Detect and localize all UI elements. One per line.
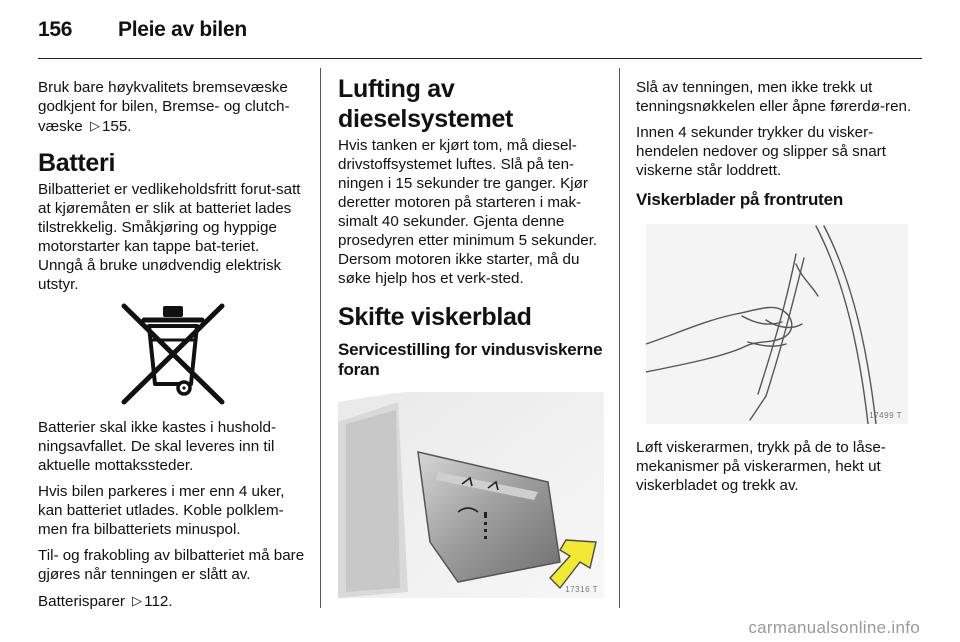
paragraph-remove-blade: Løft viskerarmen, trykk på de to låse-mekanismer på viskerarmen, hekt ut viskerbladet og trekk av. [636, 439, 886, 494]
heading-wiper-blade: Skifte viskerblad [338, 303, 532, 331]
paragraph-diesel-bleeding: Hvis tanken er kjørt tom, må diesel-drivstoffsystemet luftes. Slå på ten-ningen i 15 sekunder tre ganger. Kjør deretter motoren på starteren i mak-simalt 40 sekunder. Gjenta denne prosedyren etter minimum 5 sekunder. Dersom motoren ikke starter, må du søke hjelp hos et verk-sted. [338, 137, 598, 287]
paragraph-battery-maintenance: Bilbatteriet er vedlikeholdsfritt forut-satt at kjøremåten er slik at batteriet lades tilstrekkelig. Småkjøring og hyppige motorstarter kan tappe bat-teriet. Unngå å bruke unødvendig elektrisk utstyr. [38, 181, 301, 293]
paragraph-text: Bruk bare høykvalitets bremsevæske godkjent for bilen, Bremse- og clutch-væske [38, 79, 290, 135]
column-divider-2 [619, 68, 620, 608]
heading-diesel-bleeding: Lufting av dieselsystemet [338, 75, 514, 133]
paragraph-battery-saver [38, 591, 308, 611]
column-left [38, 78, 308, 618]
paragraph-wiper-lever: Innen 4 sekunder trykker du visker-hendelen nedover og slipper så snart viskerne står loddrett. [636, 124, 886, 179]
figure-code: 17316 T [565, 585, 598, 594]
reference-arrow-icon[interactable]: ▷ [132, 593, 143, 608]
page-reference[interactable]: 112. [144, 593, 173, 610]
paragraph-battery-disconnect: Til- og frakobling av bilbatteriet må bare gjøres når tenningen er slått av. [38, 547, 305, 583]
page-number: 156 [38, 18, 73, 41]
figure-code: 17499 T [869, 411, 902, 420]
subheading-service-position: Servicestilling for vindusviskerne foran [338, 340, 603, 379]
figure-wiper-blade-removal [646, 224, 908, 424]
column-middle [338, 74, 606, 598]
column-divider-1 [320, 68, 321, 608]
wiper-stalk-illustration [338, 392, 604, 598]
paragraph-brake-fluid [38, 78, 308, 136]
header-divider [38, 58, 922, 59]
column-right [636, 78, 912, 502]
paragraph-battery-parking: Hvis bilen parkeres i mer enn 4 uker, kan batteriet utlades. Koble polklem-men fra bilbatteriets minuspol. [38, 483, 285, 538]
paragraph-ignition-off: Slå av tenningen, men ikke trekk ut tenningsnøkkelen eller åpne førerdø-ren. [636, 79, 912, 115]
paragraph-battery-disposal: Batterier skal ikke kastes i hushold-ningsavfallet. De skal leveres inn til aktuelle mottakssteder. [38, 419, 277, 474]
paragraph-text: Batterisparer [38, 593, 130, 610]
figure-wiper-stalk [338, 392, 604, 598]
crossed-out-bin-icon [118, 302, 228, 406]
reference-arrow-icon[interactable]: ▷ [89, 118, 100, 133]
page-reference[interactable]: 155. [101, 118, 132, 135]
page-title: Pleie av bilen [118, 18, 247, 41]
watermark: carmanualsonline.info [748, 618, 920, 637]
subheading-front-wiper-blades: Viskerblader på frontruten [636, 190, 844, 209]
wiper-blade-illustration [646, 224, 908, 424]
heading-batteri: Batteri [38, 149, 116, 177]
